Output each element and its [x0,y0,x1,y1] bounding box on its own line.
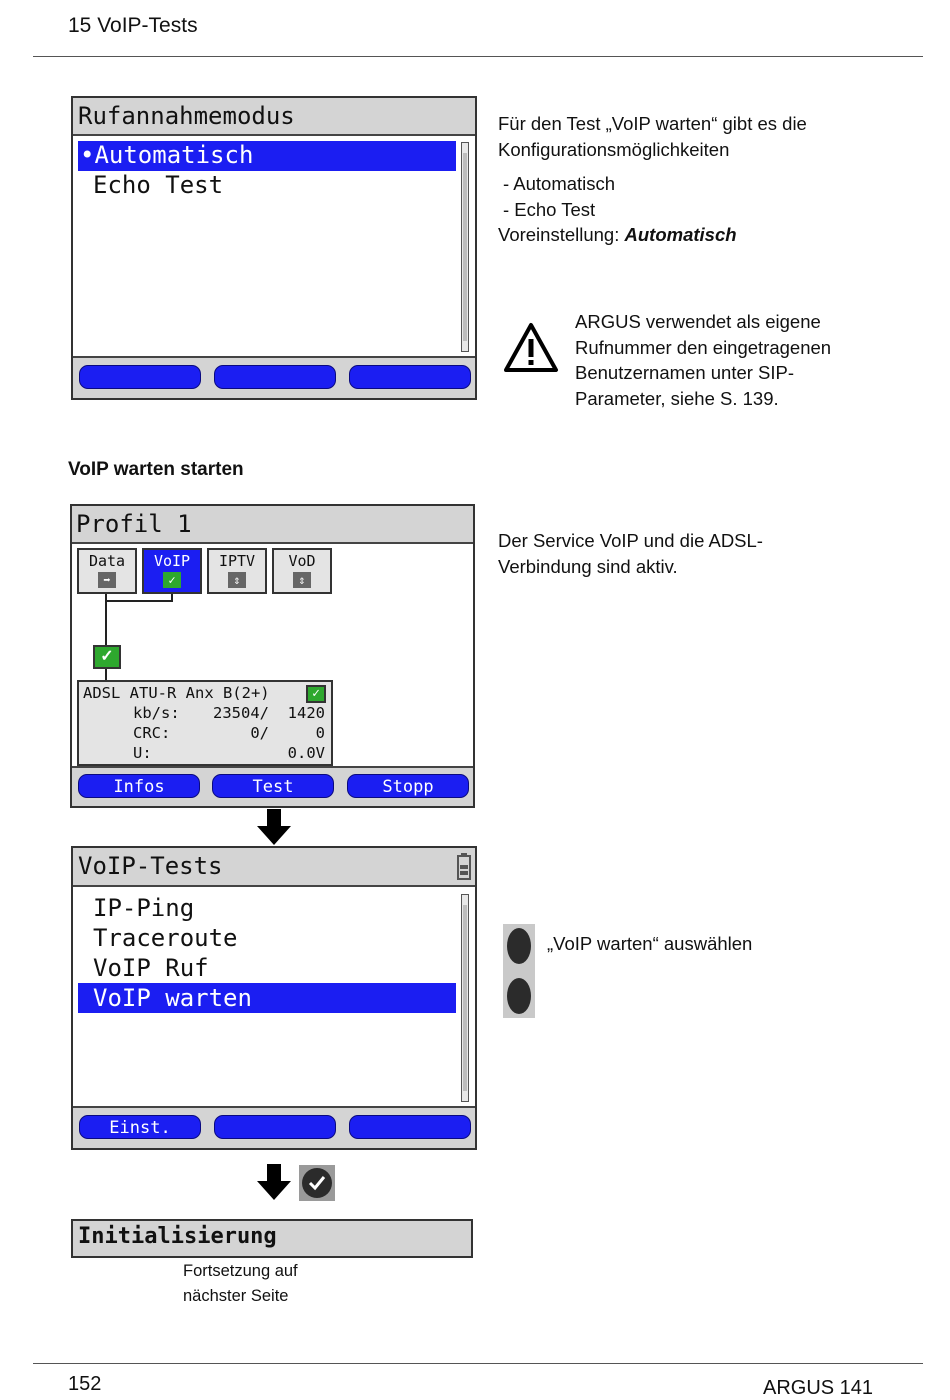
softkey-bar [72,766,473,806]
default-value: Automatisch [624,224,737,245]
screen-voip-tests [71,846,477,1150]
config-description [498,111,878,248]
softkey-1[interactable] [79,365,201,389]
tile-iptv[interactable] [207,548,267,594]
arrow-right-icon: ➡ [98,572,116,588]
header-rule [33,56,923,57]
section-heading: VoIP warten starten [68,459,244,480]
crc-label: CRC: [133,724,171,742]
menu-item-ip-ping[interactable]: IP-Ping [93,894,195,922]
screen-title: Rufannahmemodus [73,98,475,136]
option-automatisch[interactable]: •Automatisch [80,141,254,169]
menu-item-voip-warten[interactable]: VoIP warten [93,984,252,1012]
chapter-header: 15 VoIP-Tests [68,14,198,37]
updown-icon: ⇕ [293,572,311,588]
option-echo-test[interactable]: Echo Test [93,171,224,199]
tile-data[interactable] [77,548,137,594]
page-number: 152 [68,1373,102,1395]
softkey-bar [73,1106,475,1148]
scrollbar[interactable] [461,142,469,352]
connector-line [171,594,173,602]
adsl-check-icon: ✓ [306,685,326,703]
screen-initialisierung: Initialisierung [71,1219,473,1258]
tile-label: VoIP [153,552,191,570]
link-check-icon: ✓ [93,645,121,669]
softkey-3[interactable] [349,365,471,389]
warning-triangle-icon [503,322,559,374]
tile-voip[interactable] [142,548,202,594]
screen-title [73,848,475,887]
continued-note [183,1259,298,1309]
config-intro: Für den Test „VoIP warten“ gibt es die Konfigurationsmöglichkeiten [498,113,807,160]
adsl-line-mode: ADSL ATU-R Anx B(2+) [83,684,270,702]
screen-title-text: VoIP-Tests [78,852,223,880]
softkey-2[interactable] [214,1115,336,1139]
menu-item-traceroute[interactable]: Traceroute [93,924,238,952]
warning-text: ARGUS verwendet als eigene Rufnummer den eingetragenen Benutzernamen unter SIP-Parameter, siehe S. 139. [575,311,832,409]
connector-line [105,600,173,602]
battery-icon [457,853,471,880]
tile-label: IPTV [218,552,256,570]
voltage-label: U: [133,744,152,762]
check-icon: ✓ [163,572,181,588]
softkey-bar [73,356,475,398]
softkey-3[interactable] [349,1115,471,1139]
default-label: Voreinstellung: [498,224,625,245]
scrollbar[interactable] [461,894,469,1102]
screen-title: Profil 1 [72,506,473,544]
arrow-down-icon [257,1164,291,1200]
service-description: Der Service VoIP und die ADSL-Verbindung sind aktiv. [498,530,763,577]
bitrate-value: 23504/ 1420 [213,704,325,722]
crc-value: 0/ 0 [250,724,325,742]
voltage-value: 0.0V [287,744,325,762]
tile-label: Data [88,552,126,570]
menu-item-voip-ruf[interactable]: VoIP Ruf [93,954,209,982]
default-setting [498,222,878,248]
infos-button[interactable]: Infos [78,774,200,798]
tile-vod[interactable] [272,548,332,594]
einst-button[interactable]: Einst. [79,1115,201,1139]
select-instruction: „VoIP warten“ auswählen [547,933,753,954]
config-option-1: - Automatisch [503,173,616,194]
adsl-status-box [77,680,333,766]
ok-key-icon [299,1165,335,1201]
continued-line-1: Fortsetzung auf [183,1262,298,1280]
softkey-2[interactable] [214,365,336,389]
config-option-2: - Echo Test [503,198,596,220]
updown-icon: ⇕ [228,572,246,588]
footer-rule [33,1363,923,1364]
screen-profil [70,504,475,808]
arrow-keys-icon [503,924,535,1018]
tile-label: VoD [288,552,316,570]
product-name: ARGUS 141 [763,1377,874,1399]
arrow-down-icon [257,809,291,845]
screen-rufannahmemodus [71,96,477,400]
stopp-button[interactable]: Stopp [347,774,469,798]
continued-line-2: nächster Seite [183,1287,289,1305]
bitrate-label: kb/s: [133,704,180,722]
test-button[interactable]: Test [212,774,334,798]
